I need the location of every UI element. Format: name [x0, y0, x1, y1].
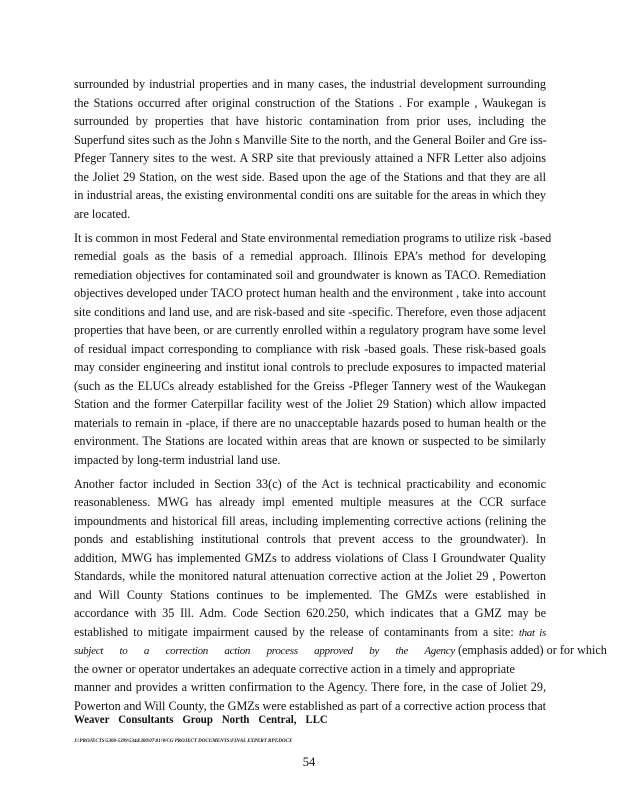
text-line: Another factor included in Section 33(c) of the Act is technical practicability and economic	[74, 476, 546, 491]
text-line: It is common in most Federal and State environmental remediation programs to utilize risk -based	[74, 230, 552, 245]
paragraph	[74, 229, 552, 470]
paragraph	[74, 75, 546, 223]
emphasis-text: subject to a correction action process approved by the Agency	[74, 645, 455, 657]
text-line: properties that have been, or are currently enrolled within a regulatory program have some level	[74, 323, 546, 337]
text-line: Station and the former Caterpillar facility west of the Joliet 29 Station) which allow impacted	[74, 397, 546, 411]
text-line: environment. The Stations are located within areas that are known or suspected to be similarly	[74, 434, 546, 448]
document-body	[74, 75, 607, 721]
text-line: may consider engineering and institut ional controls to preclude exposures to impacted material	[74, 360, 546, 374]
text-line: impoundments and historical fill areas, including implementing corrective actions (relining the	[74, 513, 546, 528]
text-line: Powerton and Will County, the GMZs were established as part of a corrective action process that	[74, 698, 546, 713]
text-line: are located.	[74, 206, 131, 221]
text-line: site conditions and land use, and are risk-based and site -specific. Therefore, even those adjacent	[74, 304, 546, 319]
text-line: ponds and establishing institutional controls that prevent access to the groundwater). In	[74, 532, 546, 546]
footer-company: Weaver Consultants Group North Central, LLC	[74, 712, 328, 726]
text-line: surrounded by properties that have historic contamination from prior uses, including the	[74, 114, 546, 128]
text-line: Pfeger Tannery sites to the west. A SRP site that previously attained a NFR Letter also adjoins	[74, 151, 546, 165]
text-line: Standards, while the monitored natural attenuation corrective action at the Joliet 29 , Powerton	[74, 569, 546, 583]
text-line: in industrial areas, the existing environmental conditi ons are suitable for the areas in which they	[74, 188, 546, 202]
text-line: remedial goals as the basis of a remedial approach. Illinois EPA’s method for developing	[74, 249, 546, 263]
text-line	[74, 641, 607, 660]
text-line: the Joliet 29 Station, on the west side. Based upon the age of the Stations and that they are all	[74, 169, 546, 184]
text-line: accordance with 35 Ill. Adm. Code Section 620.250, which indicates that a GMZ may be	[74, 606, 546, 620]
text-line: the owner or operator undertakes an adequate corrective action in a timely and appropriate	[74, 661, 515, 676]
text-line: of residual impact corresponding to compliance with risk -based goals. These risk-based goals	[74, 341, 546, 356]
text-line	[74, 623, 546, 642]
text-segment: (emphasis added) or for which	[454, 643, 607, 657]
text-line: addition, MWG has implemented GMZs to address violations of Class I Groundwater Quality	[74, 550, 546, 565]
text-line: reasonableness. MWG has already impl emented multiple measures at the CCR surface	[74, 495, 546, 509]
footer-file-path: J:\PROJECTS\5300-5399\5344\300\07\01\WCG PROJECT DOCUMENTS\FINAL EXPERT RPT.DOCX	[74, 739, 293, 744]
text-line: objectives developed under TACO protect human health and the environment , take into account	[74, 286, 546, 300]
text-segment: established to mitigate impairment caused by the release of contaminants from a site:	[74, 624, 514, 639]
text-line: impacted by long-term industrial land use.	[74, 452, 281, 467]
text-line: the Stations occurred after original construction of the Stations . For example , Waukegan is	[74, 95, 546, 110]
text-line: and Will County Stations continues to be implemented. The GMZs were established in	[74, 587, 546, 602]
text-line: materials to remain in -place, if there are no unacceptable hazards posed to human health or the	[74, 415, 546, 430]
text-line: Superfund sites such as the John s Manville Site to the north, and the General Boiler and Gre iss-	[74, 132, 547, 147]
emphasis-text: that is	[518, 626, 546, 639]
text-line: surrounded by industrial properties and in many cases, the industrial development surrounding	[74, 77, 546, 91]
text-line: remediation objectives for contaminated soil and groundwater is known as TACO. Remediation	[74, 267, 546, 282]
page-number: 54	[302, 755, 316, 769]
text-line: (such as the ELUCs already established for the Greiss -Pfleger Tannery west of the Waukegan	[74, 378, 546, 393]
text-line: manner and provides a written confirmation to the Agency. There fore, in the case of Joliet 29,	[74, 680, 546, 694]
paragraph	[74, 475, 607, 716]
